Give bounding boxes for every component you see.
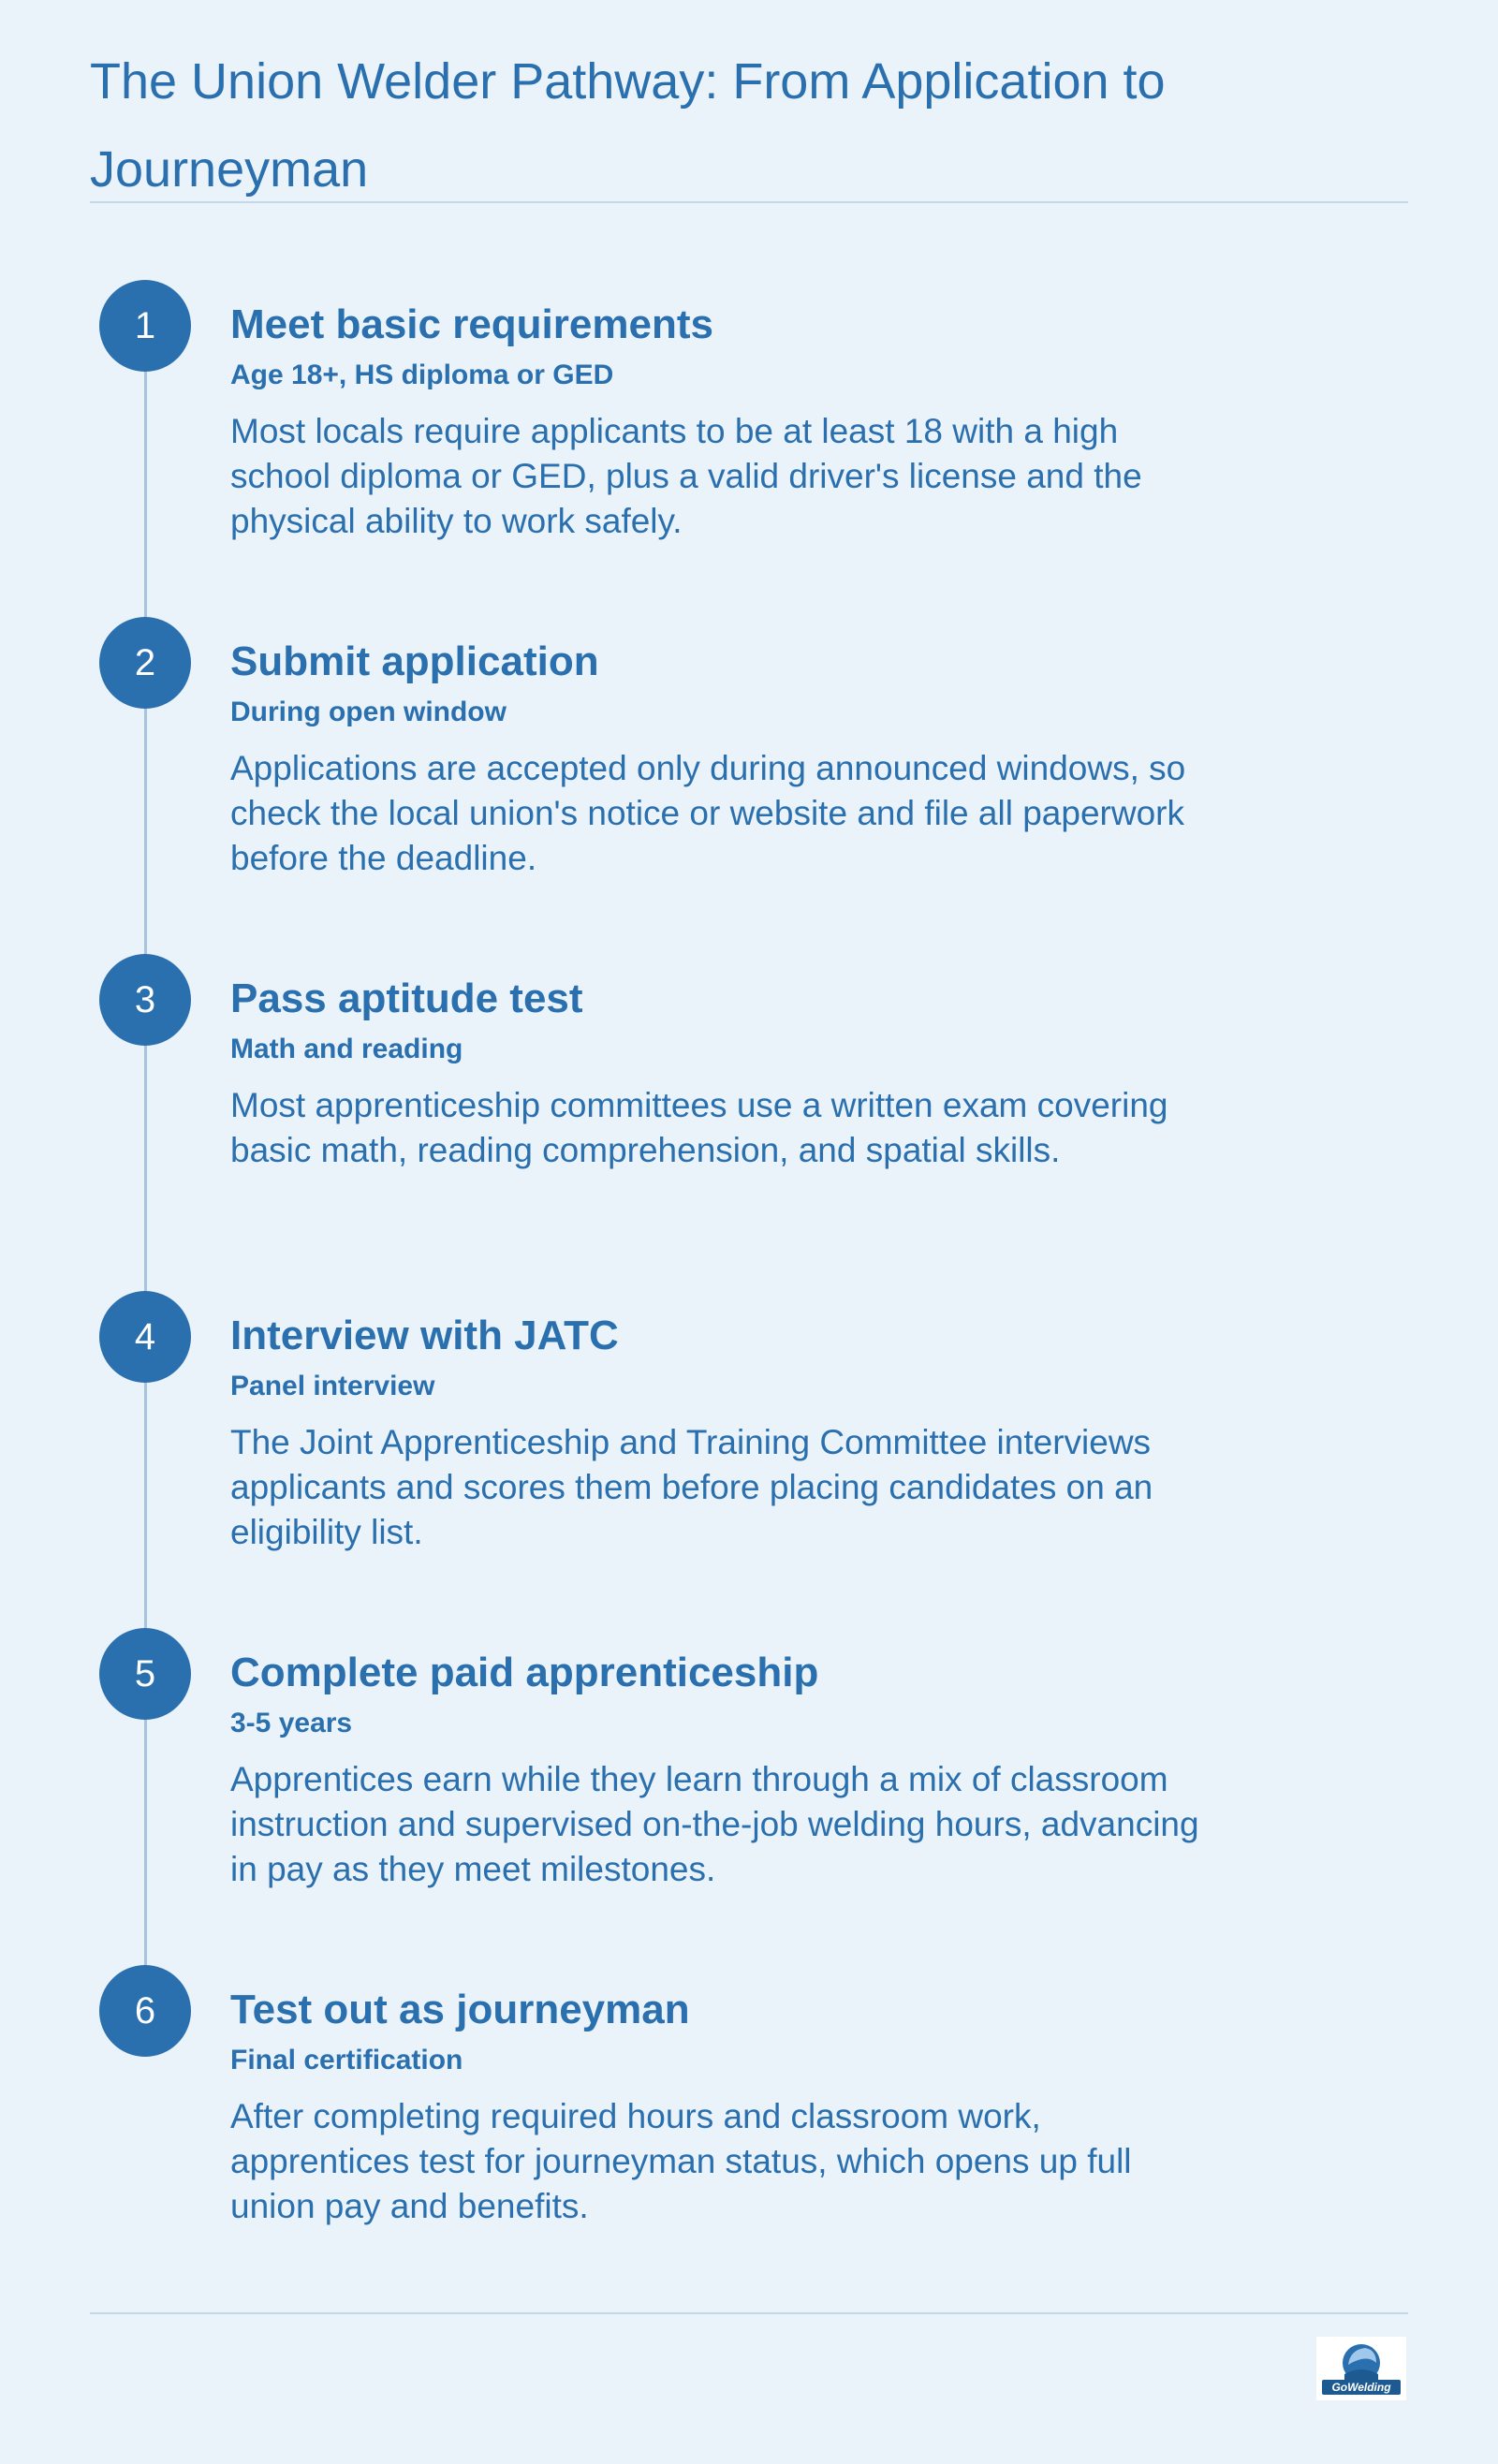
step-title: Test out as journeyman: [230, 1987, 690, 2032]
page-title: The Union Welder Pathway: From Application to Journeyman: [90, 53, 1166, 198]
step-title: Pass aptitude test: [230, 975, 583, 1021]
step-number-badge: 3: [99, 954, 191, 1046]
step-description: Apprentices earn while they learn through a mix of classroom instruction and supervised on-the-job welding hours, advancing in pay as they meet milestones.: [230, 1760, 1199, 1888]
step-description: After completing required hours and classroom work, apprentices test for journeyman status, which opens up full union pay and benefits.: [230, 2097, 1132, 2225]
logo-text: GoWelding: [1331, 2381, 1391, 2394]
step-number-badge: 5: [99, 1628, 191, 1720]
step-title: Meet basic requirements: [230, 301, 713, 347]
step-number-badge: 6: [99, 1965, 191, 2057]
step-number-badge: 1: [99, 280, 191, 372]
step-subtitle: Age 18+, HS diploma or GED: [230, 359, 614, 390]
footer-divider: [90, 2312, 1408, 2314]
step-number-badge: 4: [99, 1291, 191, 1383]
title-divider: [90, 201, 1408, 203]
step-description: Applications are accepted only during announced windows, so check the local union's notice or website and file all paperwork before the deadline.: [230, 749, 1186, 877]
step-subtitle: Final certification: [230, 2045, 463, 2075]
step-subtitle: During open window: [230, 697, 507, 727]
brand-logo: [1316, 2337, 1406, 2400]
step-subtitle: Panel interview: [230, 1371, 435, 1401]
timeline-line: [144, 326, 147, 2011]
step-number-badge: 2: [99, 617, 191, 709]
step-title: Complete paid apprenticeship: [230, 1650, 819, 1695]
step-title: Submit application: [230, 638, 599, 684]
step-title: Interview with JATC: [230, 1313, 619, 1358]
step-subtitle: Math and reading: [230, 1034, 463, 1064]
welder-helmet-icon: [1316, 2337, 1406, 2400]
step-description: Most locals require applicants to be at least 18 with a high school diploma or GED, plus a valid driver's license and the physical ability to work safely.: [230, 412, 1142, 540]
step-description: Most apprenticeship committees use a written exam covering basic math, reading comprehension, and spatial skills.: [230, 1086, 1168, 1169]
step-subtitle: 3-5 years: [230, 1708, 353, 1738]
step-description: The Joint Apprenticeship and Training Committee interviews applicants and scores them before placing candidates on an eligibility list.: [230, 1423, 1153, 1551]
